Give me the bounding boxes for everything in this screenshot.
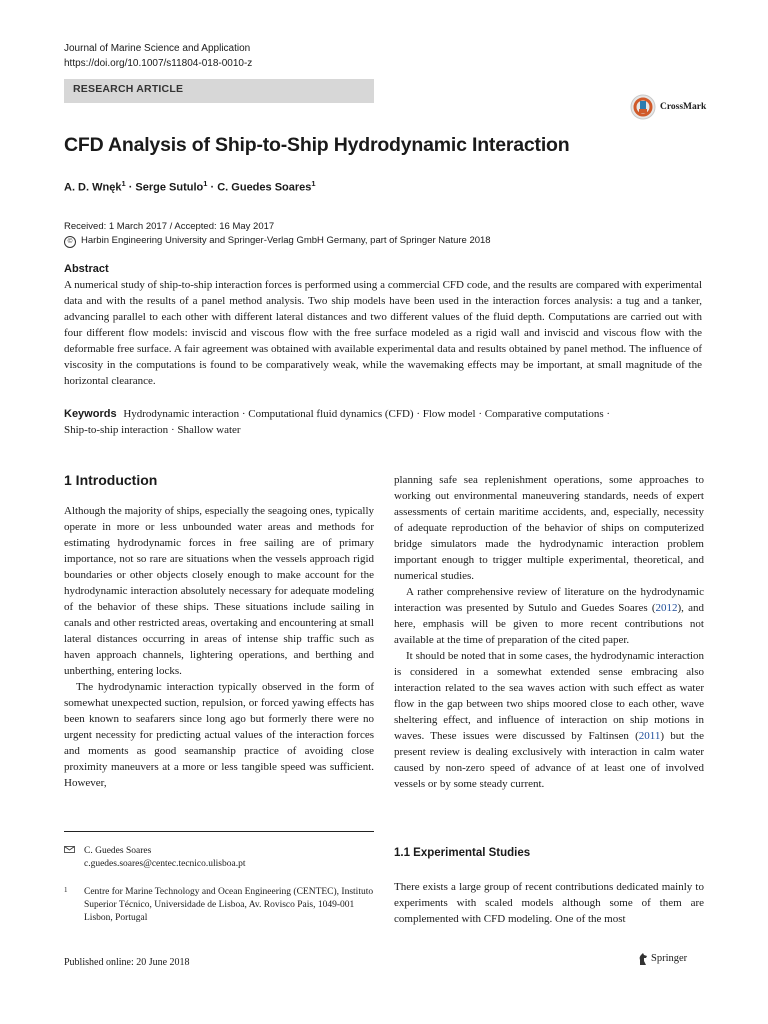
article-type-label: RESEARCH ARTICLE xyxy=(73,83,184,95)
keywords-block xyxy=(64,406,704,438)
right-column-text xyxy=(394,472,704,792)
copyright-text: Harbin Engineering University and Springer-Verlag GmbH Germany, part of Springer Nature 2018 xyxy=(81,235,491,246)
citation-link[interactable]: 2011 xyxy=(638,730,661,742)
citation-link[interactable]: 2012 xyxy=(655,602,678,614)
keyword-separator: · xyxy=(416,408,420,420)
correspondent-name: C. Guedes Soares xyxy=(84,846,152,856)
article-title: CFD Analysis of Ship-to-Ship Hydrodynamic Interaction xyxy=(64,134,570,156)
keyword-item: Comparative computations xyxy=(484,408,604,420)
paragraph-text: ) but the present review is dealing exclusively with interaction in calm water caused by non-zero speed of advance of at least one of involved vessels or by some steady current. xyxy=(394,730,704,790)
keyword-separator: · xyxy=(606,408,611,420)
paragraph-text: A rather comprehensive review of literature on the hydrodynamic interaction was presented by Sutulo and Guedes Soares ( xyxy=(394,586,704,614)
received-accepted-dates: Received: 1 March 2017 / Accepted: 16 May 2017 xyxy=(64,221,275,232)
article-type-banner xyxy=(64,79,374,103)
keywords-label: Keywords xyxy=(64,408,117,420)
published-date: Published online: 20 June 2018 xyxy=(64,957,190,968)
copyright-line xyxy=(64,234,491,248)
paragraph xyxy=(394,648,704,792)
author-name[interactable]: Serge Sutulo xyxy=(135,181,204,194)
right-column-text-lower xyxy=(394,879,704,927)
section-heading-experimental-studies: 1.1 Experimental Studies xyxy=(394,847,531,859)
correspondent-email[interactable]: c.guedes.soares@centec.tecnico.ulisboa.pt xyxy=(84,859,246,869)
keyword-item: Shallow water xyxy=(177,424,241,436)
author-name[interactable]: A. D. Wnęk xyxy=(64,181,122,194)
paragraph xyxy=(394,584,704,648)
author-separator: · xyxy=(210,181,215,194)
keyword-separator: · xyxy=(170,424,175,436)
footnote-divider xyxy=(64,831,374,832)
doi-link[interactable]: https://doi.org/10.1007/s11804-018-0010-z xyxy=(64,58,253,69)
paragraph: There exists a large group of recent contributions dedicated mainly to experiments with scaled models although some of them are complemented with CFD modeling. One of the most xyxy=(394,881,704,925)
envelope-icon xyxy=(64,846,75,853)
abstract-text: A numerical study of ship-to-ship interaction forces is performed using a commercial CFD code, and the results are compared with experimental data and with the results of a panel method analysis. Two ship models have been used in the interaction forces analysis: a tug and a tanker, advancing parallel to each other with different lateral distances and two different values of the fluid depth. Computations are carried out with four different flow models: inviscid and viscous flow with the free surface modeled as a rigid wall and inviscid and viscous flow with the deformable free surface. A fair agreement was obtained with available experimental data and results obtained by panel method. The influence of viscosity in the computations is found to be comparatively weak, while the wavemaking effects may be important, at small magnitude of the horizontal clearance. xyxy=(64,279,702,387)
keyword-separator: · xyxy=(478,408,483,420)
author-list xyxy=(64,179,316,194)
paragraph: planning safe sea replenishment operations, some approaches to working out environmental maneuvering standards, needs of expert assessments of certain maritime accidents, and, especially, necessity of adequate reproduction of the behavior of ships on computerized bridge simulators made the hydrodynamic interaction problem important enough to trigger multiple experimental, theoretical, and numerical studies. xyxy=(394,474,704,582)
abstract-heading: Abstract xyxy=(64,263,109,275)
keyword-item: Ship-to-ship interaction xyxy=(64,424,169,436)
keyword-item: Flow model xyxy=(422,408,476,420)
copyright-icon: © xyxy=(64,236,76,248)
author-affil-mark: 1 xyxy=(203,179,208,188)
article-dates xyxy=(64,220,491,248)
paragraph: The hydrodynamic interaction typically observed in the form of somewhat unexpected suction, repulsion, or forced yawing effects has been known to seafarers since long ago but formerly there were no urgent necessity for predicting actual values of the interaction forces and moments as good seamanship practice of avoiding close proximity maneuvers at a more or less tangible speed was sufficient. However, xyxy=(64,681,374,789)
paragraph: Although the majority of ships, especially the seagoing ones, typically operate in more or less unbounded water areas and methods for estimating hydrodynamic forces in free sailing are of primary importance, not so rare are situations when the vessels approach rigid boundaries or other objects closely enough to make account for the hydrodynamic interaction absolutely necessary for adequate modeling of the behavior of these ships. These situations include sailing in canals and other restricted areas, overtaking and encountering at small lateral distances occurring in areas of intense ship traffic such as haven approach channels, lightering operations, and berthing and unberthing, entering locks. xyxy=(64,505,374,677)
crossmark-label: CrossMark xyxy=(660,102,707,112)
affiliation-number: 1 xyxy=(64,886,68,894)
journal-header xyxy=(64,41,252,71)
keyword-item: Computational fluid dynamics (CFD) xyxy=(248,408,414,420)
section-heading-introduction: 1 Introduction xyxy=(64,472,158,488)
left-column-text xyxy=(64,503,374,791)
keyword-item: Hydrodynamic interaction xyxy=(123,408,240,420)
springer-horse-icon xyxy=(638,952,649,966)
author-name[interactable]: C. Guedes Soares xyxy=(217,181,312,194)
paragraph-text: ), and here, emphasis will be given to more recent contributions not available at the time of preparation of the cited paper. xyxy=(394,602,704,646)
affiliation-text: Centre for Marine Technology and Ocean Engineering (CENTEC), Instituto Superior Técnico, Universidade de Lisboa, Av. Rovisco Pais, 1049-001 Lisbon, Portugal xyxy=(84,887,374,923)
affiliation-footnote xyxy=(64,886,374,925)
keyword-separator: · xyxy=(241,408,246,420)
journal-name: Journal of Marine Science and Application xyxy=(64,43,251,54)
author-separator: · xyxy=(128,181,133,194)
crossmark-button[interactable] xyxy=(630,93,710,123)
publisher-name: Springer xyxy=(651,953,688,964)
author-affil-mark: 1 xyxy=(311,179,316,188)
correspondence-footnote xyxy=(64,845,245,871)
paragraph-text: It should be noted that in some cases, the hydrodynamic interaction is considered in a somewhat extended sense embracing also interaction related to the sea waves action with such effect as water flow in the gap between two ships moored close to each other, wave sheltering effect, and influence of interaction on ship motions in waves. These issues were discussed by Faltinsen ( xyxy=(394,650,704,742)
author-affil-mark: 1 xyxy=(121,179,126,188)
crossmark-icon xyxy=(630,94,656,120)
